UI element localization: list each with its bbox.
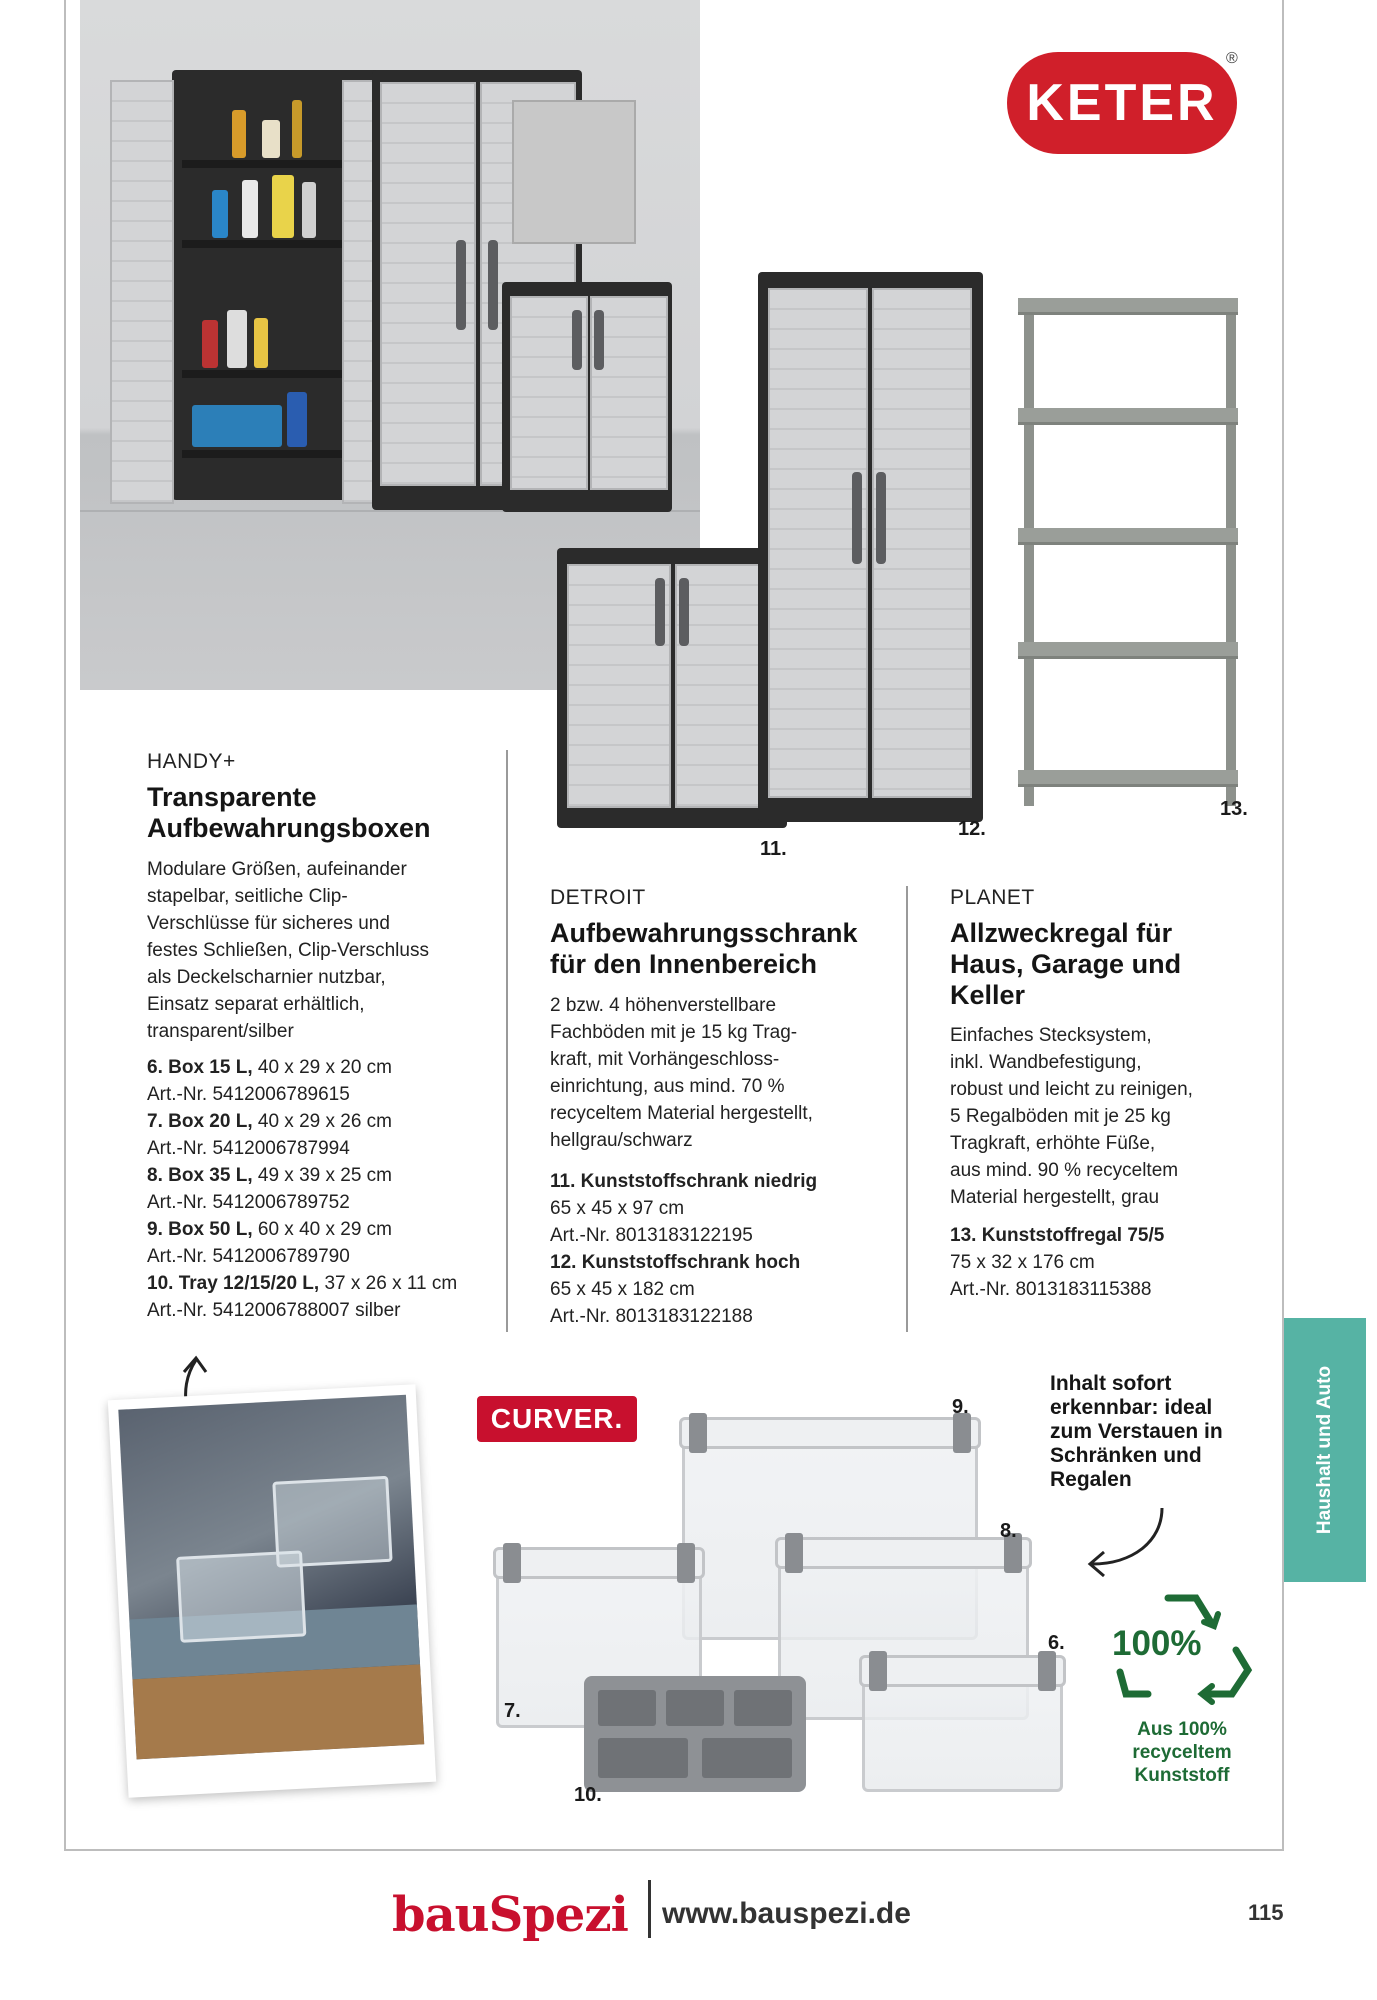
tray-compartment [598,1690,656,1726]
article-number: Art.-Nr. 8013183115388 [950,1279,1152,1300]
box-lid [679,1417,981,1449]
callout-arrow-icon [1082,1502,1172,1582]
description-line: einrichtung, aus mind. 70 % [550,1076,785,1097]
low-cabinet-scene [502,282,672,512]
bauspezi-logo: bauSpezi [392,1887,628,1943]
description-line: Verschlüsse für sicheres und [147,913,390,934]
column-divider [906,886,908,1332]
spec-line: 8. Box 35 L, 49 x 39 x 25 cm [147,1165,393,1186]
description-line: Tragkraft, erhöhte Füße, [950,1133,1156,1154]
detroit-title [550,918,858,980]
cabinet-door-left [110,80,174,504]
spec-line: 10. Tray 12/15/20 L, 37 x 26 x 11 cm [147,1273,458,1294]
wooden-shelf [132,1664,424,1759]
description-line: recyceltem Material hergestellt, [550,1103,813,1124]
box-lid [775,1537,1032,1569]
rack-shelf [1018,408,1238,425]
product-number-9: 9. [952,1396,969,1418]
callout-line: Schränken und [1050,1444,1202,1467]
description-line: inkl. Wandbefestigung, [950,1052,1142,1073]
handy-description [147,856,507,1045]
product-number-7: 7. [504,1700,521,1722]
website-link[interactable]: www.bauspezi.de [662,1897,911,1930]
product-12-tall-cabinet [758,272,983,822]
handy-title [147,782,431,844]
article-number: Art.-Nr. 8013183122188 [550,1306,753,1327]
box-lid [493,1547,705,1579]
recycle-caption [1112,1718,1252,1787]
can [227,310,247,368]
pegboard [512,100,636,244]
title-line: Aufbewahrungsboxen [147,813,431,843]
planet-title [950,918,1181,1011]
box-clip [1038,1651,1056,1691]
description-line: kraft, mit Vorhängeschloss- [550,1049,780,1070]
description-line: Fachböden mit je 15 kg Trag- [550,1022,798,1043]
tray-compartment [598,1738,688,1778]
handle [852,472,862,564]
description-line: 2 bzw. 4 höhenverstellbare [550,995,777,1016]
product-number-10: 10. [574,1784,602,1806]
handle [456,240,466,330]
title-line: Keller [950,980,1026,1010]
detroit-specs [550,1168,890,1330]
handle [594,310,604,370]
spec-dims: 65 x 45 x 97 cm [550,1198,685,1219]
rack-shelf [1018,642,1238,659]
box-clip [689,1413,707,1453]
description-line: robust und leicht zu reinigen, [950,1079,1193,1100]
callout-line: Inhalt sofort [1050,1372,1172,1395]
recycle-line: Kunststoff [1134,1765,1230,1786]
product-number-11: 11. [760,838,787,860]
footer-separator [648,1880,651,1938]
title-line: Allzweckregal für [950,918,1173,948]
callout-line: zum Verstauen in [1050,1420,1223,1443]
frame-bottom [64,1849,1284,1851]
handle [655,578,665,646]
title-line: für den Innenbereich [550,949,818,979]
handy-brand: HANDY+ [147,750,236,773]
spec-line: 9. Box 50 L, 60 x 40 x 29 cm [147,1219,393,1240]
box-clip [503,1543,521,1583]
curver-logo: CURVER. [477,1396,637,1442]
description-line: Modulare Größen, aufeinander [147,859,407,880]
detroit-description [550,992,890,1154]
canister [272,175,294,238]
spec-line: 7. Box 20 L, 40 x 29 x 26 cm [147,1111,393,1132]
description-line: aus mind. 90 % recyceltem [950,1160,1179,1181]
handy-specs [147,1054,517,1324]
column-divider [506,750,508,1332]
handle [488,240,498,330]
planet-specs [950,1222,1270,1303]
description-line: Einsatz separat erhältlich, [147,994,365,1015]
polaroid-photo [108,1384,436,1798]
tray-compartment [734,1690,792,1726]
product-number-13: 13. [1220,798,1248,820]
frame-left [64,0,66,1850]
spray-can [302,182,316,238]
description-line: festes Schließen, Clip-Verschluss [147,940,429,961]
bottle [242,180,258,238]
workshop-image [118,1395,424,1760]
product-11-low-cabinet [557,548,787,828]
description-line: hellgrau/schwarz [550,1130,693,1151]
description-line: transparent/silber [147,1021,294,1042]
recycle-line: recyceltem [1132,1742,1232,1763]
callout-line: Regalen [1050,1468,1132,1491]
box-lid [859,1655,1066,1687]
door [872,288,972,798]
callout-text [1050,1372,1260,1492]
title-line: Transparente [147,782,317,812]
product-number-8: 8. [1000,1520,1017,1542]
planet-description [950,1022,1270,1211]
handle [876,472,886,564]
can [254,318,268,368]
box-clip [785,1533,803,1573]
spec-title: 13. Kunststoffregal 75/5 [950,1225,1165,1246]
recycle-line: Aus 100% [1137,1719,1227,1740]
description-line: 5 Regalböden mit je 25 kg [950,1106,1171,1127]
box-clip [869,1651,887,1691]
product-10-tray [584,1676,806,1792]
tray-compartment [666,1690,724,1726]
title-line: Aufbewahrungsschrank [550,918,858,948]
description-line: Material hergestellt, grau [950,1187,1160,1208]
planet-brand: PLANET [950,886,1035,909]
spec-title: 12. Kunststoffschrank hoch [550,1252,801,1273]
spec-dims: 65 x 45 x 182 cm [550,1279,695,1300]
registered-mark: ® [1226,50,1238,67]
bottle [212,190,228,238]
article-number: Art.-Nr. 5412006787994 [147,1138,350,1159]
handle [679,578,689,646]
product-number-12: 12. [958,818,986,840]
description-line: stapelbar, seitliche Clip- [147,886,348,907]
article-number: Art.-Nr. 5412006789752 [147,1192,350,1213]
rack-shelf [1018,528,1238,545]
spec-dims: 75 x 32 x 176 cm [950,1252,1095,1273]
product-number-6: 6. [1048,1632,1065,1654]
box-clip [953,1413,971,1453]
callout-line: erkennbar: ideal [1050,1396,1213,1419]
toolbox [192,405,282,447]
trophy [292,100,302,158]
rack-shelf [1018,298,1238,315]
rack-post [1226,298,1236,806]
article-number: Art.-Nr. 5412006789615 [147,1084,350,1105]
description-line: Einfaches Stecksystem, [950,1025,1152,1046]
handle [572,310,582,370]
product-6-box-15l [862,1662,1063,1792]
rack-shelf [1018,770,1238,787]
spec-line: 6. Box 15 L, 40 x 29 x 20 cm [147,1057,393,1078]
bottle [287,392,307,447]
article-number: Art.-Nr. 5412006789790 [147,1246,350,1267]
page-number: 115 [1248,1900,1284,1925]
spec-title: 11. Kunststoffschrank niedrig [550,1171,818,1192]
bottle [232,110,246,158]
tray-compartment [702,1738,792,1778]
description-line: als Deckelscharnier nutzbar, [147,967,386,988]
title-line: Haus, Garage und [950,949,1182,979]
category-tab-label: Haushalt und Auto [1314,1365,1336,1535]
bottle [262,120,280,158]
article-number: Art.-Nr. 8013183122195 [550,1225,753,1246]
article-number: Art.-Nr. 5412006788007 silber [147,1300,401,1321]
keter-logo: KETER [1007,52,1237,154]
clear-box [272,1476,392,1568]
category-tab[interactable] [1284,1318,1366,1582]
detroit-brand: DETROIT [550,886,646,909]
box-clip [677,1543,695,1583]
can [202,320,218,368]
rack-post [1024,298,1034,806]
recycle-percent: 100% [1112,1624,1202,1663]
